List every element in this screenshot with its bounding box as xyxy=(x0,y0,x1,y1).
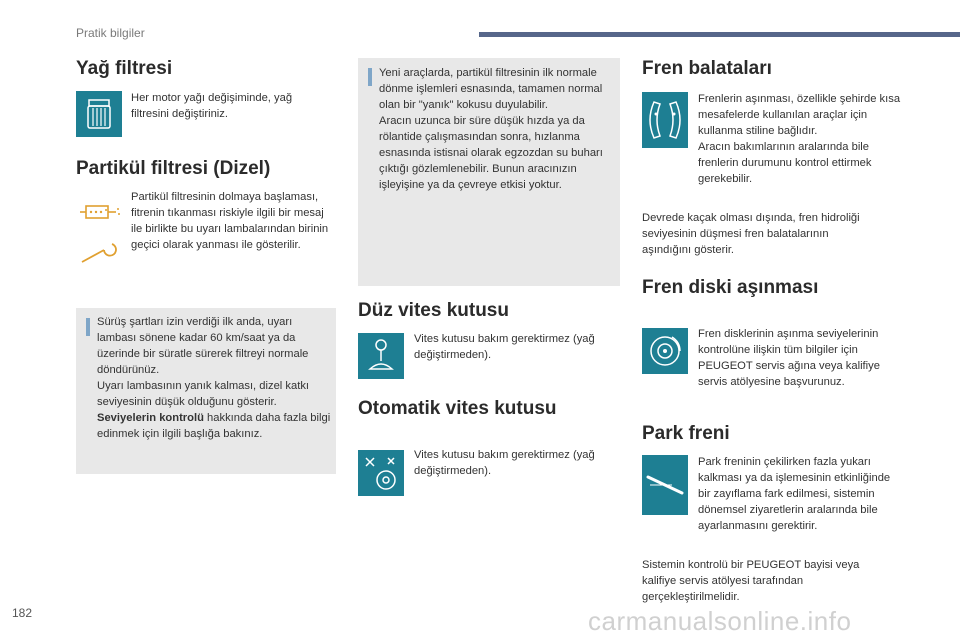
service-wrench-icon xyxy=(78,240,122,266)
watermark: carmanualsonline.info xyxy=(588,606,852,636)
brake-pads-text-2: Aracın bakımlarının aralarında bile frenlerin durumunu kontrol ettirmek gerekebilir. xyxy=(698,141,872,185)
particle-filter-warning-icon xyxy=(78,198,122,228)
middle-note-text xyxy=(379,65,613,193)
left-note-text-1: Sürüş şartları izin verdiği ilk anda, uyarı lambası sönene kadar 60 km/saat ya da üzerinde bir süratle sürerek filtreyi normale döndürünüz. xyxy=(97,316,309,376)
park-brake-title: Park freni xyxy=(642,423,730,444)
oil-filter-title: Yağ filtresi xyxy=(76,58,173,79)
brake-pads-text-1 xyxy=(698,91,903,187)
automatic-gearbox-icon xyxy=(358,450,404,496)
particle-filter-title: Partikül filtresi (Dizel) xyxy=(76,158,271,179)
auto-gearbox-text: Vites kutusu bakım gerektirmez (yağ değiştirmeden). xyxy=(414,449,595,477)
brake-pads-title: Fren balataları xyxy=(642,58,772,79)
left-note-text-2: Uyarı lambasının yanık kalması, dizel katkı seviyesinin düşük olduğunu gösterir. xyxy=(97,380,310,408)
park-brake-text-1: Park freninin çekilirken fazla yukarı kalkması ya da işlemesinin etkinliğinde bir zayıflama fark edilmesi, sistemin dönemsel ziyaretlerin aralarında bile ayarlanmasını gerektirir. xyxy=(698,456,891,532)
park-brake-text-2: Sistemin kontrolü bir PEUGEOT bayisi veya kalifiye servis atölyesi tarafından gerçekleştirilmelidir. xyxy=(642,559,860,603)
park-brake-icon xyxy=(642,455,688,515)
brake-pads-text-3: Devrede kaçak olması dışında, fren hidroliği seviyesinin düşmesi fren balatalarının aşındığını gösterir. xyxy=(642,212,860,256)
left-info-note xyxy=(76,308,336,474)
manual-gearbox-title: Düz vites kutusu xyxy=(358,300,509,321)
left-note-text-3: hakkında daha fazla bilgi edinmek için ilgili başlığa bakınız. xyxy=(97,412,331,440)
section-header: Pratik bilgiler xyxy=(76,26,145,40)
manual-gearbox-icon xyxy=(358,333,404,379)
header-bar xyxy=(479,32,960,37)
middle-note-text-1: Yeni araçlarda, partikül filtresinin ilk normale dönme işlemleri esnasında, tamamen normal olan bir "yanık" kokusu duyulabilir. xyxy=(379,67,603,111)
oil-filter-text: Her motor yağı değişiminde, yağ filtresini değiştiriniz. xyxy=(131,92,293,120)
info-icon xyxy=(368,68,372,86)
info-icon xyxy=(86,318,90,336)
brake-disc-icon xyxy=(642,328,688,374)
brake-pads-text-1a: Frenlerin aşınması, özellikle şehirde kısa mesafelerde kullanılan araçlar için kullanma stiline bağlıdır. xyxy=(698,93,901,137)
middle-info-note xyxy=(358,58,620,286)
page-number: 182 xyxy=(12,606,33,620)
middle-note-text-2: Aracın uzunca bir süre düşük hızda ya da rölantide çalışmasından sonra, hızlanma esnasında istisnai olarak egzozdan su buharı çıktığı gözlemlenebilir. Bunun aracınızın işleyişine ya da çevreye etkisi yoktur. xyxy=(379,115,603,191)
brake-disc-text: Fren disklerinin aşınma seviyelerinin kontrolüne ilişkin tüm bilgiler için PEUGEOT servis ağına veya kalifiye servis atölyesine başvurunuz. xyxy=(698,328,880,388)
left-note-text xyxy=(97,314,332,442)
brake-disc-title: Fren diski aşınması xyxy=(642,277,819,298)
brake-pads-icon xyxy=(642,92,688,148)
particle-filter-text: Partikül filtresinin dolmaya başlaması, fitrenin tıkanması riskiyle ilgili bir mesaj ile birlikte bu uyarı lambalarından birinin geçici olarak yanması ile gösterilir. xyxy=(131,191,329,251)
manual-gearbox-text: Vites kutusu bakım gerektirmez (yağ değiştirmeden). xyxy=(414,333,595,361)
left-note-bold: Seviyelerin kontrolü xyxy=(97,412,204,424)
oil-filter-icon xyxy=(76,91,122,137)
auto-gearbox-title: Otomatik vites kutusu xyxy=(358,398,557,419)
